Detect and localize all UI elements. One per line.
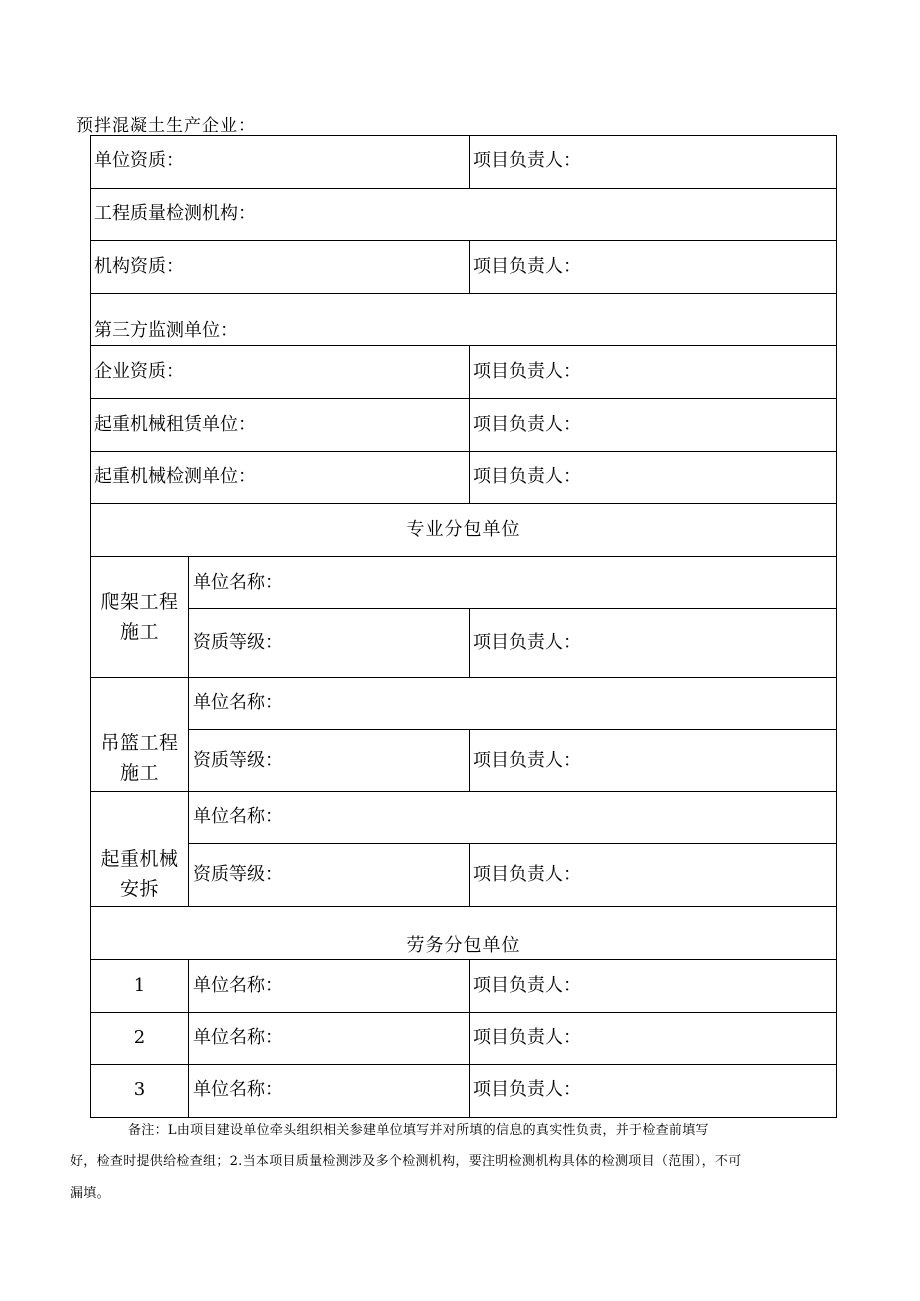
testing-agency-label: 工程质量检测机构： [94, 203, 256, 224]
project-leader-label: 项目负责人： [473, 632, 581, 653]
row-divider [90, 959, 837, 960]
project-leader-label: 项目负责人： [473, 414, 581, 435]
project-leader-label: 项目负责人： [473, 150, 581, 171]
table-border-right [836, 135, 837, 1118]
grade-label: 资质等级： [193, 632, 283, 653]
unit-name-label: 单位名称： [193, 1027, 283, 1048]
column-divider [469, 608, 470, 677]
column-divider [469, 135, 470, 188]
group-name-line1: 起重机械 [100, 848, 179, 870]
crane-testing-label: 起重机械检测单位： [94, 466, 256, 487]
enterprise-qualification-label: 企业资质： [94, 361, 184, 382]
unit-name-label: 单位名称： [193, 572, 283, 593]
project-leader-label: 项目负责人： [473, 1027, 581, 1048]
column-divider [188, 556, 189, 906]
unit-name-label: 单位名称： [193, 975, 283, 996]
specialist-group-name [91, 587, 188, 647]
unit-qualification-label: 单位资质： [94, 150, 184, 171]
unit-name-label: 单位名称： [193, 1079, 283, 1100]
row-divider [90, 906, 837, 907]
column-divider [469, 240, 470, 293]
group-name-line1: 吊篮工程 [100, 732, 179, 754]
specialist-section-title: 专业分包单位 [406, 519, 521, 540]
row-divider [189, 843, 837, 844]
project-leader-label: 项目负责人： [473, 466, 581, 487]
row-divider [90, 398, 837, 399]
group-name-line2: 施工 [119, 762, 159, 784]
specialist-group-name [91, 844, 188, 904]
crane-leasing-label: 起重机械租赁单位： [94, 414, 256, 435]
row-divider [90, 240, 837, 241]
row-divider [90, 345, 837, 346]
labor-row-number: 3 [133, 1079, 146, 1100]
producer-label: 预拌混凝土生产企业： [76, 116, 256, 136]
row-divider [189, 608, 837, 609]
project-leader-label: 项目负责人： [473, 864, 581, 885]
project-leader-label: 项目负责人： [473, 256, 581, 277]
project-leader-label: 项目负责人： [473, 750, 581, 771]
row-divider [90, 1012, 837, 1013]
row-divider [90, 556, 837, 557]
specialist-group-name [91, 728, 188, 788]
project-leader-label: 项目负责人： [473, 1079, 581, 1100]
group-name-line1: 爬架工程 [100, 591, 179, 613]
column-divider [469, 345, 470, 503]
row-divider [90, 503, 837, 504]
group-name-line2: 施工 [119, 621, 159, 643]
note-line-2: 好，检查时提供给检查组；2.当本项目质量检测涉及多个检测机构，要注明检测机构具体的检测项目（范围），不可 [70, 1154, 742, 1169]
note-line-1: 备注：L由项目建设单位牵头组织相关参建单位填写并对所填的信息的真实性负责，并于检查前填写 [128, 1123, 709, 1138]
labor-section-title: 劳务分包单位 [406, 935, 521, 956]
row-divider [90, 451, 837, 452]
group-name-line2: 安拆 [119, 878, 159, 900]
column-divider [469, 959, 470, 1117]
column-divider [469, 729, 470, 791]
third-party-monitor-label: 第三方监测单位： [94, 320, 238, 341]
row-divider [189, 729, 837, 730]
column-divider [469, 843, 470, 906]
grade-label: 资质等级： [193, 864, 283, 885]
labor-row-number: 1 [133, 975, 146, 996]
unit-name-label: 单位名称： [193, 806, 283, 827]
row-divider [90, 188, 837, 189]
agency-qualification-label: 机构资质： [94, 256, 184, 277]
column-divider [188, 959, 189, 1117]
table-border-bottom [90, 1117, 837, 1118]
project-leader-label: 项目负责人： [473, 975, 581, 996]
unit-name-label: 单位名称： [193, 692, 283, 713]
row-divider [90, 293, 837, 294]
row-divider [90, 1064, 837, 1065]
grade-label: 资质等级： [193, 750, 283, 771]
row-divider [90, 791, 837, 792]
table-border-top [90, 135, 837, 136]
row-divider [90, 677, 837, 678]
labor-row-number: 2 [133, 1027, 146, 1048]
project-leader-label: 项目负责人： [473, 361, 581, 382]
note-line-3: 漏填。 [70, 1186, 110, 1201]
